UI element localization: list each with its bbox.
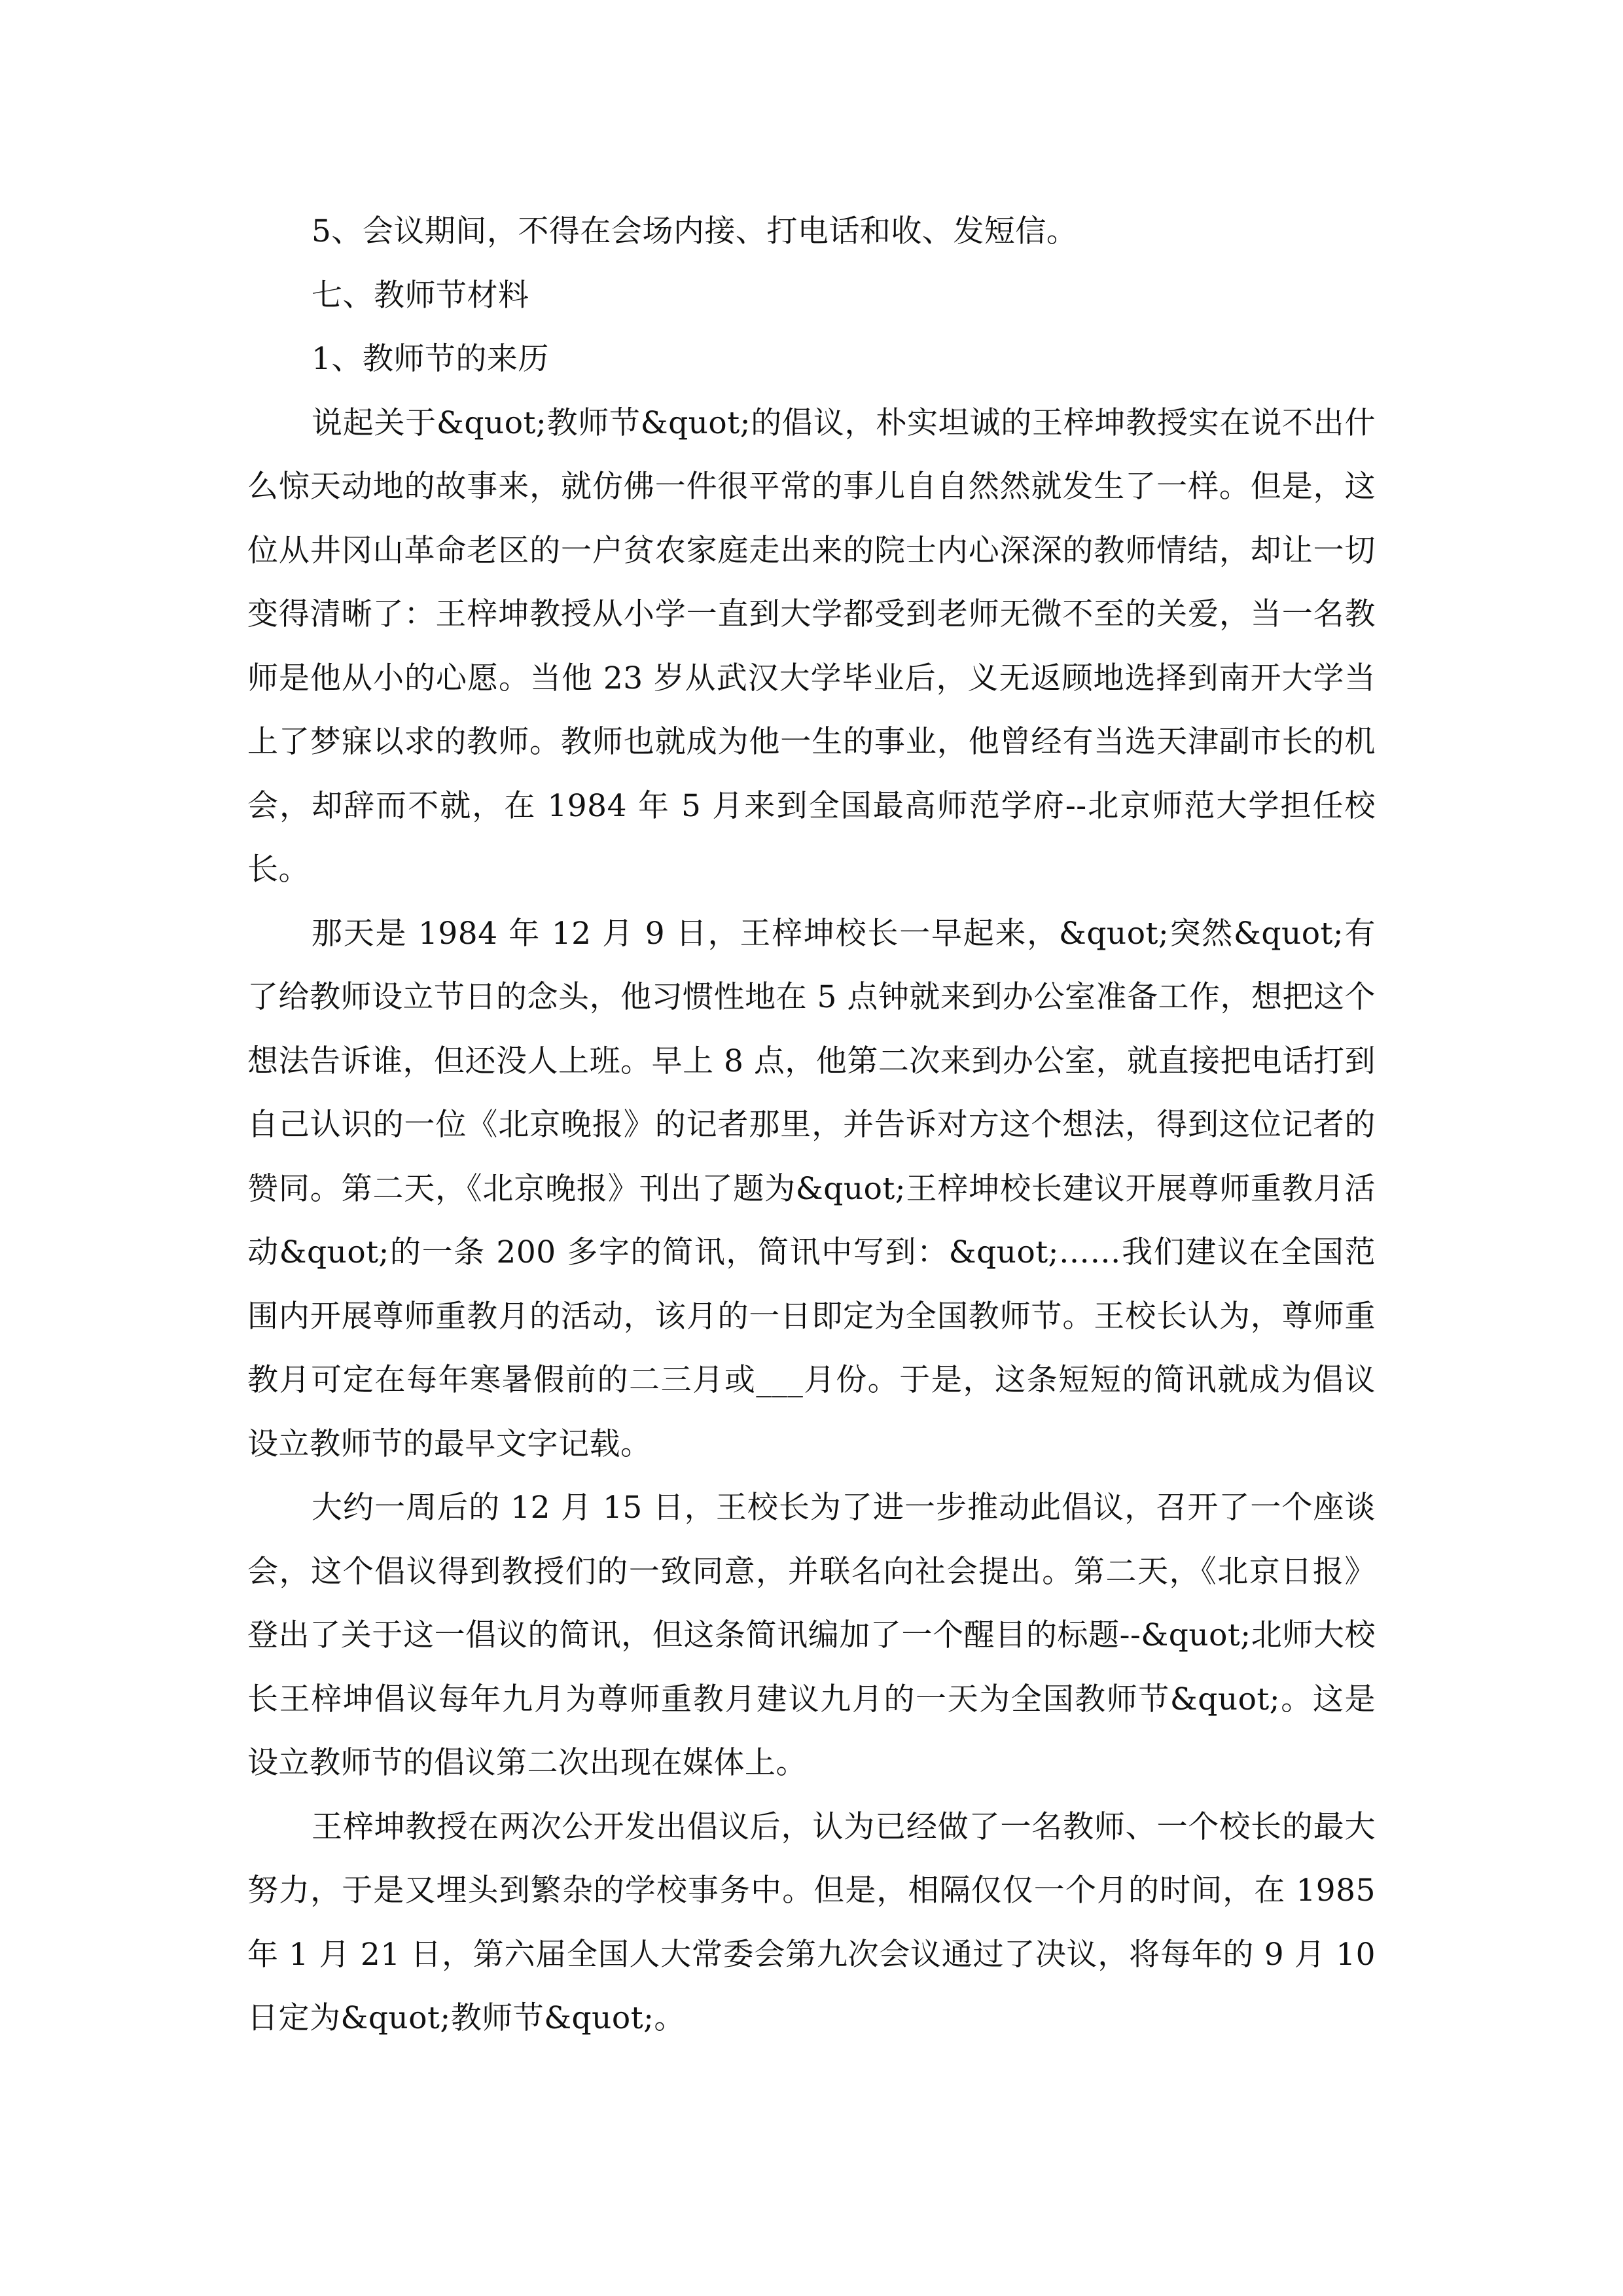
section-heading: 七、教师节材料: [312, 277, 529, 314]
paragraph-origin: 说起关于&quot;教师节&quot;的倡议，朴实坦诚的王梓坤教授实在说不出什么惊天动地的故事来，就仿佛一件很平常的事儿自自然然就发生了一样。但是，这位从井冈山革命老区的一户贫农家庭走出来的院士内心深深的教师情结，却让一切变得清晰了：王梓坤教授从小学一直到大学都受到老师无微不至的关爱，当一名教师是他从小的心愿。当他 23 岁从武汉大学毕业后，义无返顾地选择到南开大学当上了梦寐以求的教师。教师也就成为他一生的事业，他曾经有当选天津副市长的机会，却辞而不就，在 1984 年 5 月来到全国最高师范学府--北京师范大学担任校长。: [247, 404, 1376, 888]
paragraph-meeting-rule: 5、会议期间，不得在会场内接、打电话和收、发短信。: [312, 213, 1078, 249]
subsection-heading: 1、教师节的来历: [312, 341, 549, 377]
paragraph-first-proposal: 那天是 1984 年 12 月 9 日，王梓坤校长一早起来，&quot;突然&quot;有了给教师设立节日的念头，他习惯性地在 5 点钟就来到办公室准备工作，想把这个想法告诉谁，但还没人上班。早上 8 点，他第二次来到办公室，就直接把电话打到自己认识的一位《北京晚报》的记者那里，并告诉对方这个想法，得到这位记者的赞同。第二天，《北京晚报》刊出了题为&quot;王梓坤校长建议开展尊师重教月活动&quot;的一条 200 多字的简讯，简讯中写到：&quot;……我们建议在全国范围内开展尊师重教月的活动，该月的一日即定为全国教师节。王校长认为，尊师重教月可定在每年寒暑假前的二三月或___月份。于是，这条短短的简讯就成为倡议设立教师节的最早文字记载。: [247, 915, 1376, 1462]
document-body: [247, 200, 1376, 2051]
paragraph-second-proposal: 大约一周后的 12 月 15 日，王校长为了进一步推动此倡议，召开了一个座谈会，这个倡议得到教授们的一致同意，并联名向社会提出。第二天，《北京日报》登出了关于这一倡议的简讯，但这条简讯编加了一个醒目的标题--&quot;北师大校长王梓坤倡议每年九月为尊师重教月建议九月的一天为全国教师节&quot;。这是设立教师节的倡议第二次出现在媒体上。: [247, 1490, 1376, 1781]
paragraph-resolution: 王梓坤教授在两次公开发出倡议后，认为已经做了一名教师、一个校长的最大努力，于是又埋头到繁杂的学校事务中。但是，相隔仅仅一个月的时间，在 1985 年 1 月 21 日，第六届全国人大常委会第九次会议通过了决议，将每年的 9 月 10 日定为&quot;教师节&quot;。: [247, 1808, 1376, 2036]
